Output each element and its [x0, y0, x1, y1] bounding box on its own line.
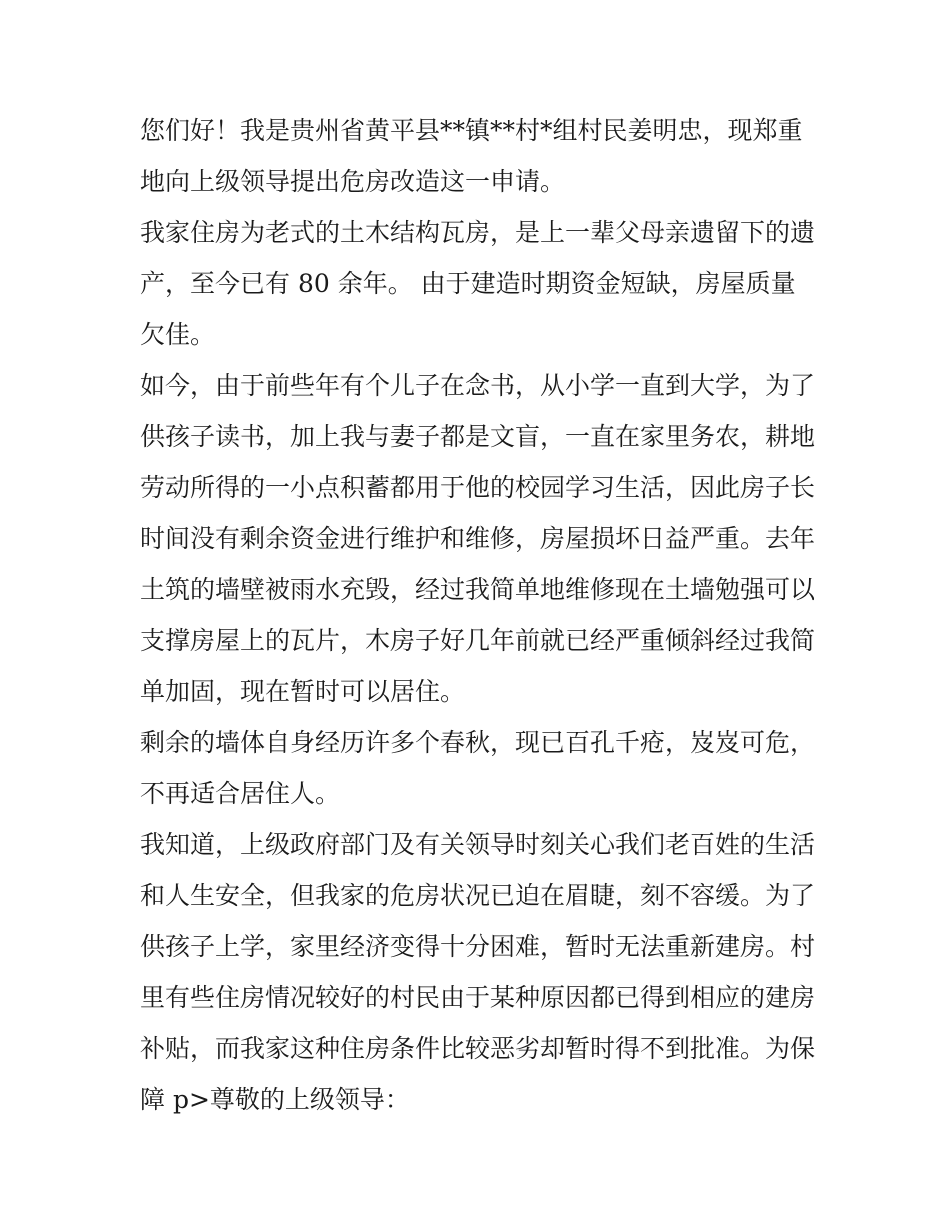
paragraph-request: 我知道，上级政府部门及有关领导时刻关心我们老百姓的生活和人生安全，但我家的危房状况已迫在眉睫，刻不容缓。为了供孩子上学，家里经济变得十分困难，暂时无法重新建房。村里有些住房情况较好的村民由于某种原因都已得到相应的建房补贴，而我家这种住房条件比较恶劣却暂时得不到批准。为保障 p>尊敬的上级领导：: [140, 830, 816, 1114]
paragraph-house-description: 我家住房为老式的土木结构瓦房，是上一辈父母亲遗留下的遗产，至今已有 80 余年。 由于建造时期资金短缺，房屋质量欠佳。: [140, 218, 816, 349]
paragraph-current-situation: 如今，由于前些年有个儿子在念书，从小学一直到大学，为了供孩子读书，加上我与妻子都是文盲，一直在家里务农，耕地劳动所得的一小点积蓄都用于他的校园学习生活，因此房子长时间没有剩余资金进行维护和维修，房屋损坏日益严重。去年土筑的墙壁被雨水充毁，经过我简单地维修现在土墙勉强可以支撑房屋上的瓦片，木房子好几年前就已经严重倾斜经过我简单加固，现在暂时可以居住。: [140, 371, 816, 706]
paragraph-greeting: 您们好！我是贵州省黄平县**镇**村*组村民姜明忠，现郑重地向上级领导提出危房改造这一申请。: [140, 116, 803, 196]
paragraph-wall-condition: 剩余的墙体自身经历许多个春秋，现已百孔千疮，岌岌可危，不再适合居住人。: [140, 728, 816, 808]
letter-body: [140, 105, 820, 1125]
